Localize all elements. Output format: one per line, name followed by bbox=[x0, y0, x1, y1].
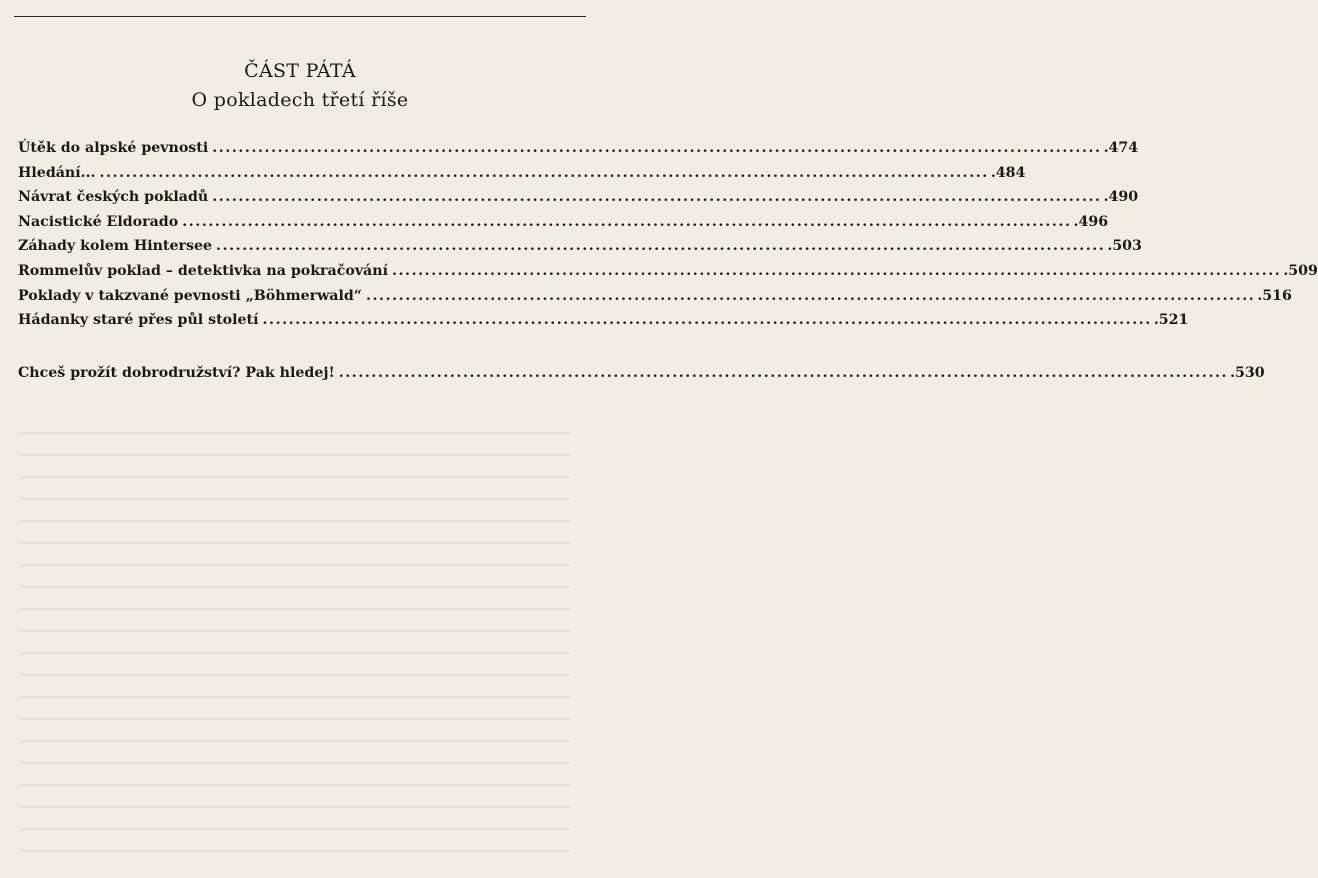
toc-entry-title: Hledání... bbox=[18, 164, 96, 181]
part-subtitle: O pokladech třetí říše bbox=[191, 89, 409, 111]
toc-entry-page: .509 bbox=[1283, 262, 1318, 279]
toc-entry-page: .503 bbox=[1107, 238, 1142, 255]
toc-leader: ........................................................................................................................................ bbox=[212, 140, 1102, 156]
toc-leader: ........................................................................................................................................ bbox=[391, 262, 1282, 279]
toc-leader: ........................................................................................................................................ bbox=[99, 164, 989, 181]
toc-entry-title: Útěk do alpské pevnosti bbox=[18, 140, 209, 156]
toc-entry-page: .484 bbox=[990, 164, 1026, 181]
section-gap bbox=[18, 337, 568, 365]
toc-entry bbox=[18, 140, 1139, 165]
toc-leader: ........................................................................................................................................ bbox=[262, 312, 1152, 329]
top-rule bbox=[14, 16, 586, 17]
toc-entry-title: Poklady v takzvané pevnosti „Böhmerwald“ bbox=[18, 287, 362, 304]
toc-entry-page: .521 bbox=[1153, 312, 1189, 329]
table-of-contents bbox=[18, 140, 1318, 389]
toc-entry-title: Chceš prožít dobrodružství? Pak hledej! bbox=[18, 364, 335, 381]
toc-entry bbox=[18, 287, 1292, 313]
toc-entry-title: Záhady kolem Hintersee bbox=[18, 238, 213, 255]
toc-leader: ........................................................................................................................................ bbox=[212, 189, 1102, 206]
toc-entry-title: Návrat českých pokladů bbox=[18, 189, 209, 206]
toc-entry-page: .530 bbox=[1230, 364, 1265, 381]
toc-leader: ........................................................................................................................................ bbox=[182, 213, 1072, 230]
toc-entry-page: .516 bbox=[1257, 287, 1292, 304]
toc-entry bbox=[18, 262, 1318, 288]
toc-entry bbox=[18, 238, 1142, 263]
toc-entry-title: Nacistické Eldorado bbox=[18, 213, 179, 230]
toc-entry-epilogue bbox=[18, 364, 1265, 390]
toc-leader: ........................................................................................................................................ bbox=[365, 287, 1256, 304]
toc-entry-page: .474 bbox=[1103, 140, 1139, 156]
toc-entry-page: .496 bbox=[1073, 213, 1109, 230]
toc-entry-title: Hádanky staré přes půl století bbox=[18, 312, 259, 329]
toc-entry bbox=[18, 213, 1109, 239]
toc-entry bbox=[18, 189, 1139, 214]
show-through-texture bbox=[20, 420, 570, 858]
toc-entry-page: .490 bbox=[1103, 189, 1139, 206]
toc-entry-title: Rommelův poklad – detektivka na pokračování bbox=[18, 262, 388, 279]
toc-leader: ........................................................................................................................................ bbox=[338, 364, 1229, 381]
toc-leader: ........................................................................................................................................ bbox=[216, 238, 1106, 255]
part-heading: ČÁST PÁTÁ bbox=[244, 60, 356, 82]
toc-entry bbox=[18, 312, 1189, 337]
toc-entry bbox=[18, 164, 1026, 190]
